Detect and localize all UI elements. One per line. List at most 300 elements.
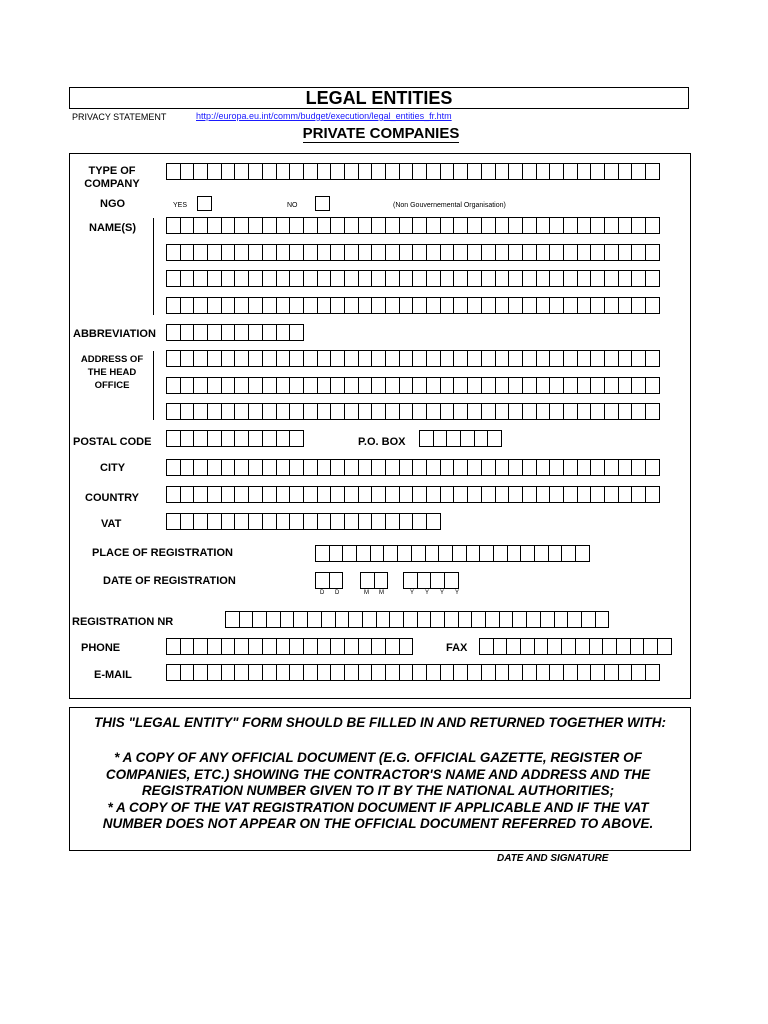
char-cell[interactable] <box>417 572 432 589</box>
char-cell[interactable] <box>399 270 414 287</box>
char-cell[interactable] <box>330 664 345 681</box>
char-cell[interactable] <box>399 297 414 314</box>
char-cell[interactable] <box>508 486 523 503</box>
char-cell[interactable] <box>180 377 195 394</box>
char-cell[interactable] <box>262 377 277 394</box>
char-cell[interactable] <box>371 217 386 234</box>
phone-field[interactable] <box>166 638 413 655</box>
char-cell[interactable] <box>522 486 537 503</box>
char-cell[interactable] <box>262 324 277 341</box>
char-cell[interactable] <box>330 486 345 503</box>
char-cell[interactable] <box>508 664 523 681</box>
char-cell[interactable] <box>166 217 181 234</box>
char-cell[interactable] <box>276 459 291 476</box>
char-cell[interactable] <box>618 217 633 234</box>
char-cell[interactable] <box>321 611 336 628</box>
char-cell[interactable] <box>166 270 181 287</box>
char-cell[interactable] <box>487 430 502 447</box>
char-cell[interactable] <box>495 270 510 287</box>
char-cell[interactable] <box>590 217 605 234</box>
char-cell[interactable] <box>453 350 468 367</box>
char-cell[interactable] <box>234 486 249 503</box>
char-cell[interactable] <box>645 377 660 394</box>
char-cell[interactable] <box>412 403 427 420</box>
char-cell[interactable] <box>193 350 208 367</box>
char-cell[interactable] <box>252 611 267 628</box>
char-cell[interactable] <box>536 350 551 367</box>
char-cell[interactable] <box>330 244 345 261</box>
char-cell[interactable] <box>412 459 427 476</box>
char-cell[interactable] <box>330 350 345 367</box>
char-cell[interactable] <box>221 270 236 287</box>
char-cell[interactable] <box>248 459 263 476</box>
char-cell[interactable] <box>303 638 318 655</box>
char-cell[interactable] <box>426 486 441 503</box>
char-cell[interactable] <box>508 217 523 234</box>
char-cell[interactable] <box>385 513 400 530</box>
char-cell[interactable] <box>276 513 291 530</box>
char-cell[interactable] <box>303 244 318 261</box>
char-cell[interactable] <box>234 350 249 367</box>
char-cell[interactable] <box>362 611 377 628</box>
char-cell[interactable] <box>276 297 291 314</box>
char-cell[interactable] <box>358 217 373 234</box>
char-cell[interactable] <box>234 217 249 234</box>
char-cell[interactable] <box>590 163 605 180</box>
char-cell[interactable] <box>631 486 646 503</box>
char-cell[interactable] <box>495 163 510 180</box>
char-cell[interactable] <box>276 324 291 341</box>
country-field[interactable] <box>166 486 660 503</box>
char-cell[interactable] <box>207 163 222 180</box>
char-cell[interactable] <box>561 638 576 655</box>
char-cell[interactable] <box>317 377 332 394</box>
char-cell[interactable] <box>563 403 578 420</box>
char-cell[interactable] <box>262 486 277 503</box>
char-cell[interactable] <box>604 350 619 367</box>
char-cell[interactable] <box>604 270 619 287</box>
char-cell[interactable] <box>289 638 304 655</box>
char-cell[interactable] <box>303 459 318 476</box>
char-cell[interactable] <box>618 244 633 261</box>
char-cell[interactable] <box>453 664 468 681</box>
char-cell[interactable] <box>276 377 291 394</box>
char-cell[interactable] <box>207 403 222 420</box>
char-cell[interactable] <box>303 270 318 287</box>
char-cell[interactable] <box>307 611 322 628</box>
char-cell[interactable] <box>385 163 400 180</box>
char-cell[interactable] <box>417 611 432 628</box>
char-cell[interactable] <box>193 664 208 681</box>
char-cell[interactable] <box>453 459 468 476</box>
char-cell[interactable] <box>590 270 605 287</box>
char-cell[interactable] <box>193 459 208 476</box>
char-cell[interactable] <box>495 403 510 420</box>
char-cell[interactable] <box>549 270 564 287</box>
char-cell[interactable] <box>371 350 386 367</box>
char-cell[interactable] <box>303 163 318 180</box>
char-cell[interactable] <box>330 270 345 287</box>
char-cell[interactable] <box>399 638 414 655</box>
char-cell[interactable] <box>180 163 195 180</box>
char-cell[interactable] <box>590 486 605 503</box>
char-cell[interactable] <box>358 297 373 314</box>
char-cell[interactable] <box>234 430 249 447</box>
char-cell[interactable] <box>207 297 222 314</box>
char-cell[interactable] <box>303 217 318 234</box>
char-cell[interactable] <box>262 430 277 447</box>
char-cell[interactable] <box>426 244 441 261</box>
char-cell[interactable] <box>479 638 494 655</box>
char-cell[interactable] <box>330 163 345 180</box>
po-box-field[interactable] <box>419 430 502 447</box>
char-cell[interactable] <box>467 297 482 314</box>
char-cell[interactable] <box>344 270 359 287</box>
char-cell[interactable] <box>508 459 523 476</box>
char-cell[interactable] <box>508 297 523 314</box>
char-cell[interactable] <box>166 324 181 341</box>
char-cell[interactable] <box>618 377 633 394</box>
char-cell[interactable] <box>577 297 592 314</box>
char-cell[interactable] <box>536 459 551 476</box>
char-cell[interactable] <box>631 664 646 681</box>
char-cell[interactable] <box>536 297 551 314</box>
char-cell[interactable] <box>426 350 441 367</box>
char-cell[interactable] <box>549 244 564 261</box>
char-cell[interactable] <box>590 664 605 681</box>
char-cell[interactable] <box>481 297 496 314</box>
char-cell[interactable] <box>385 459 400 476</box>
char-cell[interactable] <box>563 297 578 314</box>
char-cell[interactable] <box>276 664 291 681</box>
char-cell[interactable] <box>547 638 562 655</box>
char-cell[interactable] <box>166 244 181 261</box>
char-cell[interactable] <box>549 217 564 234</box>
char-cell[interactable] <box>631 403 646 420</box>
char-cell[interactable] <box>262 297 277 314</box>
char-cell[interactable] <box>370 545 385 562</box>
char-cell[interactable] <box>493 638 508 655</box>
char-cell[interactable] <box>495 377 510 394</box>
char-cell[interactable] <box>358 403 373 420</box>
char-cell[interactable] <box>303 297 318 314</box>
char-cell[interactable] <box>577 664 592 681</box>
char-cell[interactable] <box>166 350 181 367</box>
char-cell[interactable] <box>207 350 222 367</box>
char-cell[interactable] <box>495 244 510 261</box>
char-cell[interactable] <box>522 350 537 367</box>
char-cell[interactable] <box>371 244 386 261</box>
char-cell[interactable] <box>506 638 521 655</box>
char-cell[interactable] <box>358 638 373 655</box>
char-cell[interactable] <box>166 403 181 420</box>
vat-field[interactable] <box>166 513 441 530</box>
char-cell[interactable] <box>234 403 249 420</box>
char-cell[interactable] <box>317 244 332 261</box>
char-cell[interactable] <box>631 377 646 394</box>
char-cell[interactable] <box>467 163 482 180</box>
char-cell[interactable] <box>248 270 263 287</box>
char-cell[interactable] <box>262 664 277 681</box>
char-cell[interactable] <box>575 638 590 655</box>
char-cell[interactable] <box>645 244 660 261</box>
char-cell[interactable] <box>522 403 537 420</box>
char-cell[interactable] <box>577 350 592 367</box>
char-cell[interactable] <box>563 664 578 681</box>
char-cell[interactable] <box>645 217 660 234</box>
char-cell[interactable] <box>289 513 304 530</box>
char-cell[interactable] <box>412 513 427 530</box>
char-cell[interactable] <box>221 664 236 681</box>
char-cell[interactable] <box>262 244 277 261</box>
char-cell[interactable] <box>399 350 414 367</box>
char-cell[interactable] <box>248 217 263 234</box>
char-cell[interactable] <box>221 350 236 367</box>
char-cell[interactable] <box>207 513 222 530</box>
char-cell[interactable] <box>645 270 660 287</box>
char-cell[interactable] <box>508 350 523 367</box>
char-cell[interactable] <box>645 350 660 367</box>
char-cell[interactable] <box>467 270 482 287</box>
char-cell[interactable] <box>234 638 249 655</box>
char-cell[interactable] <box>289 403 304 420</box>
char-cell[interactable] <box>412 270 427 287</box>
char-cell[interactable] <box>193 486 208 503</box>
char-cell[interactable] <box>549 163 564 180</box>
char-cell[interactable] <box>289 324 304 341</box>
char-cell[interactable] <box>234 664 249 681</box>
char-cell[interactable] <box>358 377 373 394</box>
char-cell[interactable] <box>399 513 414 530</box>
char-cell[interactable] <box>549 664 564 681</box>
char-cell[interactable] <box>234 377 249 394</box>
char-cell[interactable] <box>412 163 427 180</box>
char-cell[interactable] <box>358 664 373 681</box>
char-cell[interactable] <box>330 403 345 420</box>
char-cell[interactable] <box>207 324 222 341</box>
date-month-field[interactable] <box>360 572 388 589</box>
char-cell[interactable] <box>604 664 619 681</box>
char-cell[interactable] <box>248 297 263 314</box>
char-cell[interactable] <box>344 459 359 476</box>
char-cell[interactable] <box>193 324 208 341</box>
char-cell[interactable] <box>317 297 332 314</box>
char-cell[interactable] <box>426 459 441 476</box>
char-cell[interactable] <box>479 545 494 562</box>
char-cell[interactable] <box>289 217 304 234</box>
abbreviation-field[interactable] <box>166 324 304 341</box>
name-field-3[interactable] <box>166 270 660 287</box>
char-cell[interactable] <box>590 403 605 420</box>
char-cell[interactable] <box>399 163 414 180</box>
char-cell[interactable] <box>317 513 332 530</box>
char-cell[interactable] <box>549 377 564 394</box>
char-cell[interactable] <box>458 611 473 628</box>
char-cell[interactable] <box>344 377 359 394</box>
email-field[interactable] <box>166 664 660 681</box>
char-cell[interactable] <box>645 403 660 420</box>
char-cell[interactable] <box>207 638 222 655</box>
char-cell[interactable] <box>371 459 386 476</box>
char-cell[interactable] <box>385 270 400 287</box>
char-cell[interactable] <box>193 270 208 287</box>
char-cell[interactable] <box>344 163 359 180</box>
char-cell[interactable] <box>315 572 330 589</box>
char-cell[interactable] <box>207 270 222 287</box>
char-cell[interactable] <box>520 545 535 562</box>
char-cell[interactable] <box>166 513 181 530</box>
char-cell[interactable] <box>426 297 441 314</box>
char-cell[interactable] <box>276 403 291 420</box>
char-cell[interactable] <box>356 545 371 562</box>
char-cell[interactable] <box>631 163 646 180</box>
char-cell[interactable] <box>385 486 400 503</box>
char-cell[interactable] <box>193 217 208 234</box>
char-cell[interactable] <box>563 459 578 476</box>
char-cell[interactable] <box>563 163 578 180</box>
char-cell[interactable] <box>426 403 441 420</box>
char-cell[interactable] <box>440 403 455 420</box>
char-cell[interactable] <box>397 545 412 562</box>
char-cell[interactable] <box>371 486 386 503</box>
char-cell[interactable] <box>385 377 400 394</box>
char-cell[interactable] <box>561 545 576 562</box>
char-cell[interactable] <box>348 611 363 628</box>
char-cell[interactable] <box>330 513 345 530</box>
char-cell[interactable] <box>358 270 373 287</box>
char-cell[interactable] <box>520 638 535 655</box>
char-cell[interactable] <box>577 486 592 503</box>
char-cell[interactable] <box>303 403 318 420</box>
char-cell[interactable] <box>645 664 660 681</box>
char-cell[interactable] <box>467 664 482 681</box>
char-cell[interactable] <box>289 244 304 261</box>
char-cell[interactable] <box>425 545 440 562</box>
char-cell[interactable] <box>440 217 455 234</box>
char-cell[interactable] <box>467 244 482 261</box>
char-cell[interactable] <box>248 513 263 530</box>
char-cell[interactable] <box>495 217 510 234</box>
char-cell[interactable] <box>618 350 633 367</box>
char-cell[interactable] <box>376 611 391 628</box>
char-cell[interactable] <box>604 244 619 261</box>
char-cell[interactable] <box>276 350 291 367</box>
char-cell[interactable] <box>330 297 345 314</box>
address-field-2[interactable] <box>166 377 660 394</box>
char-cell[interactable] <box>440 486 455 503</box>
char-cell[interactable] <box>239 611 254 628</box>
fax-field[interactable] <box>479 638 672 655</box>
char-cell[interactable] <box>399 244 414 261</box>
char-cell[interactable] <box>225 611 240 628</box>
char-cell[interactable] <box>453 297 468 314</box>
char-cell[interactable] <box>289 297 304 314</box>
char-cell[interactable] <box>221 513 236 530</box>
char-cell[interactable] <box>534 638 549 655</box>
char-cell[interactable] <box>430 572 445 589</box>
char-cell[interactable] <box>344 217 359 234</box>
char-cell[interactable] <box>166 664 181 681</box>
char-cell[interactable] <box>440 270 455 287</box>
char-cell[interactable] <box>207 377 222 394</box>
char-cell[interactable] <box>590 459 605 476</box>
char-cell[interactable] <box>335 611 350 628</box>
char-cell[interactable] <box>645 459 660 476</box>
char-cell[interactable] <box>433 430 448 447</box>
char-cell[interactable] <box>234 163 249 180</box>
char-cell[interactable] <box>549 459 564 476</box>
char-cell[interactable] <box>317 350 332 367</box>
char-cell[interactable] <box>180 324 195 341</box>
char-cell[interactable] <box>508 244 523 261</box>
char-cell[interactable] <box>577 459 592 476</box>
char-cell[interactable] <box>389 611 404 628</box>
char-cell[interactable] <box>522 217 537 234</box>
char-cell[interactable] <box>358 486 373 503</box>
char-cell[interactable] <box>453 486 468 503</box>
char-cell[interactable] <box>371 270 386 287</box>
char-cell[interactable] <box>329 545 344 562</box>
char-cell[interactable] <box>371 513 386 530</box>
char-cell[interactable] <box>411 545 426 562</box>
char-cell[interactable] <box>262 270 277 287</box>
char-cell[interactable] <box>508 163 523 180</box>
char-cell[interactable] <box>166 297 181 314</box>
char-cell[interactable] <box>303 377 318 394</box>
char-cell[interactable] <box>453 163 468 180</box>
char-cell[interactable] <box>289 350 304 367</box>
privacy-statement-link[interactable]: http://europa.eu.int/comm/budget/execution/legal_entities_fr.htm <box>196 111 452 121</box>
char-cell[interactable] <box>554 611 569 628</box>
char-cell[interactable] <box>385 403 400 420</box>
char-cell[interactable] <box>616 638 631 655</box>
char-cell[interactable] <box>549 486 564 503</box>
char-cell[interactable] <box>262 403 277 420</box>
char-cell[interactable] <box>453 217 468 234</box>
char-cell[interactable] <box>360 572 375 589</box>
type-of-company-field[interactable] <box>166 163 660 180</box>
char-cell[interactable] <box>289 459 304 476</box>
char-cell[interactable] <box>575 545 590 562</box>
char-cell[interactable] <box>522 664 537 681</box>
char-cell[interactable] <box>481 486 496 503</box>
char-cell[interactable] <box>193 513 208 530</box>
char-cell[interactable] <box>399 664 414 681</box>
char-cell[interactable] <box>371 297 386 314</box>
char-cell[interactable] <box>330 217 345 234</box>
char-cell[interactable] <box>508 403 523 420</box>
char-cell[interactable] <box>399 486 414 503</box>
char-cell[interactable] <box>495 350 510 367</box>
char-cell[interactable] <box>344 664 359 681</box>
char-cell[interactable] <box>631 459 646 476</box>
name-field-4[interactable] <box>166 297 660 314</box>
char-cell[interactable] <box>536 217 551 234</box>
char-cell[interactable] <box>522 377 537 394</box>
char-cell[interactable] <box>403 572 418 589</box>
char-cell[interactable] <box>412 350 427 367</box>
char-cell[interactable] <box>180 403 195 420</box>
char-cell[interactable] <box>495 486 510 503</box>
char-cell[interactable] <box>358 513 373 530</box>
char-cell[interactable] <box>604 297 619 314</box>
char-cell[interactable] <box>344 350 359 367</box>
char-cell[interactable] <box>430 611 445 628</box>
char-cell[interactable] <box>440 459 455 476</box>
char-cell[interactable] <box>618 664 633 681</box>
char-cell[interactable] <box>522 270 537 287</box>
char-cell[interactable] <box>317 270 332 287</box>
